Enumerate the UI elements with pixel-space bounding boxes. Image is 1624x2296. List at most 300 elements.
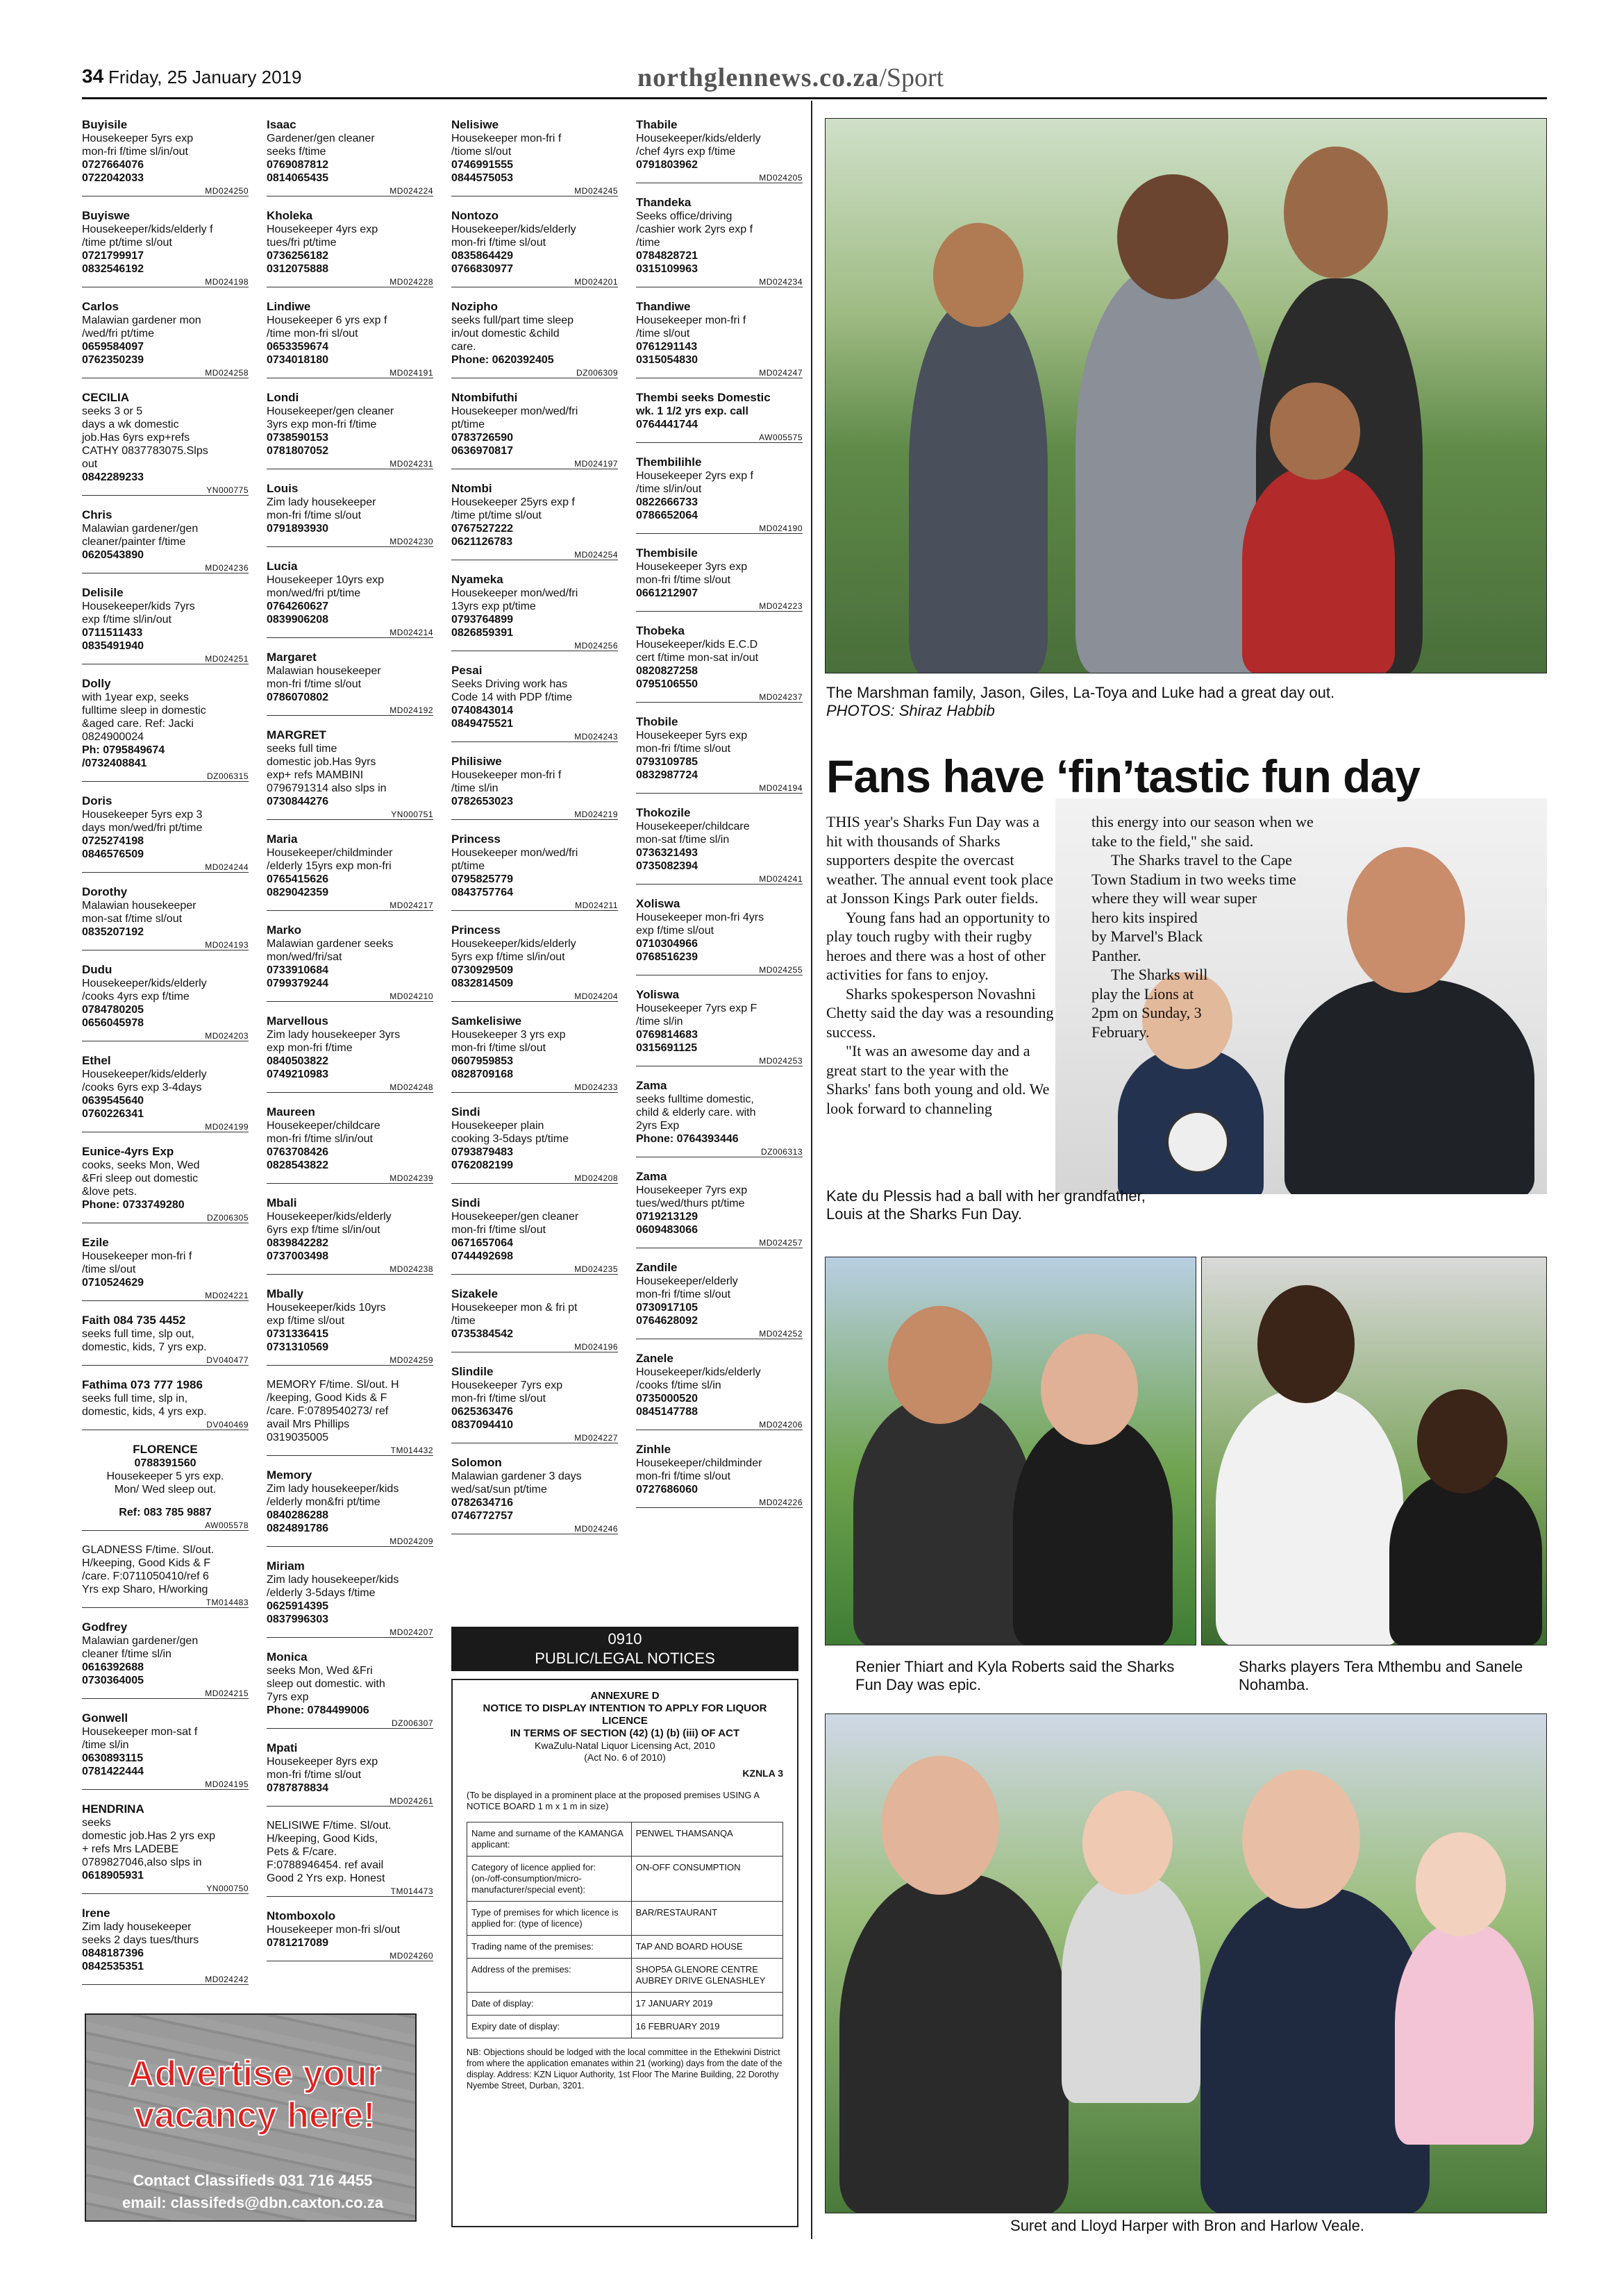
ad-phone: 0781217089 bbox=[267, 1937, 328, 1949]
ad-phone: 0843757764 bbox=[451, 887, 513, 898]
ad-phone: 0829042359 bbox=[267, 887, 328, 898]
ad-ref: MD024196 bbox=[574, 1342, 618, 1352]
ad-desc: 6yrs exp f/time sl/in/out bbox=[267, 1224, 380, 1236]
ad-phone: 0764260627 bbox=[267, 601, 328, 612]
notice-label: Expiry date of display: bbox=[467, 2016, 632, 2038]
ad-desc: Housekeeper 5yrs exp bbox=[636, 730, 748, 741]
ad-desc: Zim lady housekeeper/kids bbox=[267, 1483, 399, 1495]
classified-ad bbox=[82, 963, 249, 1041]
ad-ref: DV040477 bbox=[206, 1355, 249, 1365]
ad-name: Monica bbox=[267, 1650, 308, 1664]
ad-ref: MD024219 bbox=[574, 810, 618, 819]
ad-ref: DZ006309 bbox=[576, 368, 618, 378]
ad-ref: MD024235 bbox=[574, 1264, 618, 1274]
ad-ref: MD024238 bbox=[390, 1264, 433, 1274]
ad-desc: Housekeeper mon-fri 4yrs bbox=[636, 912, 764, 923]
ad-name: Nelisiwe bbox=[451, 118, 499, 131]
classified-ad bbox=[636, 806, 803, 885]
face bbox=[1284, 146, 1388, 278]
ad-phone: 0671657064 bbox=[451, 1237, 513, 1249]
ad-desc: seeks full/part time sleep bbox=[451, 315, 574, 326]
ad-phone: 0737003498 bbox=[267, 1250, 328, 1262]
notice-label: Date of display: bbox=[467, 1993, 632, 2016]
classified-ad bbox=[451, 391, 618, 469]
ad-phone: 0760226341 bbox=[82, 1108, 144, 1120]
ad-desc: Housekeeper mon-fri f bbox=[82, 1250, 192, 1262]
classified-ad bbox=[267, 1014, 433, 1093]
ad-phone: 0620543890 bbox=[82, 549, 144, 561]
ad-phone: 0735384542 bbox=[451, 1328, 513, 1340]
classified-ad bbox=[636, 118, 803, 183]
ad-desc: /elderly mon&fri pt/time bbox=[267, 1496, 380, 1508]
face bbox=[1416, 1832, 1506, 1936]
ad-phone: 0740843014 bbox=[451, 705, 513, 717]
notice-value: BAR/RESTAURANT bbox=[631, 1902, 782, 1936]
ad-desc: 0319035005 bbox=[267, 1432, 328, 1443]
face bbox=[1117, 174, 1228, 299]
ad-phone: 0769087812 bbox=[267, 159, 328, 171]
ad-desc: wed/sat/sun pt/time bbox=[451, 1484, 547, 1495]
ad-name: Doris bbox=[82, 794, 112, 807]
classifieds-column-2 bbox=[267, 118, 433, 1974]
ad-name: Maureen bbox=[267, 1105, 315, 1118]
ad-ref: MD024214 bbox=[390, 628, 433, 637]
ad-phone: 0722042033 bbox=[82, 172, 144, 184]
ad-phone: 0764441744 bbox=[636, 419, 698, 430]
ad-desc: in/out domestic &child bbox=[451, 328, 560, 340]
ad-desc: mon/wed/fri pt/time bbox=[267, 587, 361, 599]
ad-desc: mon-fri f/time sl/out bbox=[451, 1224, 546, 1236]
ad-phone: wk. 1 1/2 yrs exp. call bbox=[636, 405, 748, 417]
ad-desc: /chef 4yrs exp f/time bbox=[636, 146, 736, 158]
notices-title: PUBLIC/LEGAL NOTICES bbox=[535, 1650, 715, 1667]
ad-ref: MD024236 bbox=[205, 563, 249, 573]
ad-desc: Malawian gardener/gen bbox=[82, 1635, 199, 1647]
ad-desc: Housekeeper/kids/elderly bbox=[82, 1069, 207, 1080]
classified-ad bbox=[82, 118, 249, 196]
ad-desc: Housekeeper mon/wed/fri bbox=[451, 847, 578, 859]
ad-phone: 0765415626 bbox=[267, 873, 328, 885]
figure bbox=[1013, 1417, 1173, 1645]
ad-desc: seeks fulltime domestic, bbox=[636, 1093, 754, 1105]
ad-desc: H/keeping, Good Kids, bbox=[267, 1833, 378, 1845]
article-headline: Fans have ‘fin’tastic fun day bbox=[826, 751, 1420, 802]
face bbox=[1417, 1389, 1507, 1493]
ad-ref: MD024199 bbox=[205, 1122, 249, 1132]
ad-phone: 0725274198 bbox=[82, 835, 144, 847]
ad-desc: seeks full time bbox=[267, 743, 337, 755]
ad-phone: /0732408841 bbox=[82, 757, 147, 769]
ad-desc: Malawian gardener/gen bbox=[82, 523, 199, 535]
ad-name: Dudu bbox=[82, 963, 112, 976]
ad-phone: 0766830977 bbox=[451, 263, 513, 275]
ad-ref: MD024223 bbox=[759, 601, 803, 611]
ad-phone: Phone: 0733749280 bbox=[82, 1199, 185, 1211]
ad-ref: MD024206 bbox=[759, 1420, 803, 1430]
classified-ad bbox=[82, 794, 249, 873]
ad-phone: 0659584097 bbox=[82, 341, 144, 353]
ad-phone: 0782653023 bbox=[451, 796, 513, 807]
classified-ad bbox=[267, 832, 433, 911]
ad-name: Philisiwe bbox=[451, 755, 502, 768]
ad-phone: 0791803962 bbox=[636, 159, 698, 171]
ad-name: Marko bbox=[267, 923, 302, 937]
ad-phone: 0787878834 bbox=[267, 1782, 328, 1794]
advert-line-1: Advertise your bbox=[128, 2054, 382, 2094]
ad-name: Ntombifuthi bbox=[451, 391, 518, 404]
ad-ref-line: Ref: 083 785 9887 bbox=[119, 1507, 212, 1518]
ad-ref: MD024208 bbox=[574, 1173, 618, 1183]
figure bbox=[1389, 1473, 1542, 1645]
ad-desc: Zim lady housekeeper bbox=[267, 496, 376, 508]
classified-ad bbox=[82, 300, 249, 378]
ad-desc: Code 14 with PDP f/time bbox=[451, 692, 573, 703]
classified-ad bbox=[267, 482, 433, 547]
ad-name: Mbali bbox=[267, 1196, 297, 1209]
ad-phone: 0735082394 bbox=[636, 860, 698, 872]
ad-desc: pt/time bbox=[451, 419, 485, 430]
ad-ref: MD024226 bbox=[759, 1498, 803, 1507]
ad-phone: 0719213129 bbox=[636, 1211, 698, 1223]
ad-ref: MD024250 bbox=[205, 186, 249, 196]
ad-ref: MD024215 bbox=[205, 1689, 249, 1698]
classified-ad bbox=[82, 885, 249, 950]
ad-name: Thandeka bbox=[636, 196, 692, 209]
classified-ad bbox=[82, 1907, 249, 1985]
ad-phone: 0621126783 bbox=[451, 536, 513, 548]
classified-ad bbox=[82, 586, 249, 664]
figure bbox=[853, 1396, 1034, 1645]
notice-label: Trading name of the premises: bbox=[467, 1936, 632, 1959]
ad-phone: 0636970817 bbox=[451, 445, 513, 457]
face bbox=[1257, 1285, 1355, 1403]
ad-name: Nyameka bbox=[451, 573, 503, 586]
ad-name: Thabile bbox=[636, 118, 678, 131]
ad-name: Buyiswe bbox=[82, 209, 130, 222]
classifieds-column-4 bbox=[636, 118, 803, 1520]
advert-contact: Contact Classifieds 031 716 4455 bbox=[133, 2172, 373, 2189]
ad-ref: MD024230 bbox=[390, 537, 433, 546]
notice-title-1: NOTICE TO DISPLAY INTENTION TO APPLY FOR LIQUOR LICENCE bbox=[483, 1702, 767, 1727]
ad-phone: 0820827258 bbox=[636, 665, 698, 677]
notice-nb: NB: Objections should be lodged with the local committee in the Ethekwini District from where the application emanates within 21 (working) days from the date of the display. Address: KZN Liquor Authority, 1st Floor The Marine Building, 22 Dorothy Nyembe Street, Durban, 3201. bbox=[467, 2047, 782, 2090]
article-paragraph: Young fans had an opportunity to play touch rugby with their rugby heroes and there was a host of other activities for fans to enjoy. bbox=[826, 908, 1050, 983]
ad-name: Mpati bbox=[267, 1741, 298, 1754]
ad-name: Nontozo bbox=[451, 209, 499, 222]
classified-ad bbox=[267, 728, 433, 820]
ad-desc: Housekeeper 25yrs exp f bbox=[451, 496, 575, 508]
ad-desc: Housekeeper 3 yrs exp bbox=[451, 1029, 566, 1041]
ad-desc: /time sl/out bbox=[636, 328, 690, 340]
notice-row bbox=[467, 1993, 783, 2016]
ad-ref: MD024251 bbox=[205, 654, 249, 664]
ad-ref: MD024245 bbox=[574, 186, 618, 196]
classified-ad bbox=[267, 300, 433, 378]
ad-name: Solomon bbox=[451, 1456, 502, 1469]
classified-ad bbox=[636, 897, 803, 975]
ad-desc: Housekeeper 5 yrs exp. bbox=[106, 1470, 224, 1482]
article-paragraph: "It was an awesome day and a great start to the year with the Sharks' fans both young and old. We look forward to channeling bbox=[826, 1042, 1050, 1117]
classified-ad bbox=[636, 1261, 803, 1339]
face bbox=[888, 1306, 992, 1424]
ad-desc: cert f/time mon-sat in/out bbox=[636, 652, 759, 664]
figure bbox=[839, 1874, 1069, 2213]
ad-desc: mon-fri f/time sl/out bbox=[267, 678, 362, 690]
ad-ref: TM014432 bbox=[390, 1446, 433, 1455]
ad-ref: MD024210 bbox=[390, 991, 433, 1001]
notice-row bbox=[467, 2016, 783, 2038]
site-name: northglennews.co.za bbox=[637, 63, 880, 92]
ad-name: Londi bbox=[267, 391, 299, 404]
ad-ref: MD024237 bbox=[759, 692, 803, 702]
ad-desc: Housekeeper 6 yrs exp f bbox=[267, 315, 387, 326]
ad-desc: mon-fri f/time sl/out bbox=[451, 1393, 546, 1405]
ad-phone: 0710304966 bbox=[636, 938, 698, 950]
ad-desc: MEMORY F/time. Sl/out. H bbox=[267, 1379, 399, 1391]
ad-phone: 0786652064 bbox=[636, 510, 698, 521]
ad-phone: 0730364005 bbox=[82, 1675, 144, 1686]
ad-name: Thobeka bbox=[636, 624, 685, 637]
masthead bbox=[637, 62, 944, 93]
classified-ad bbox=[636, 1170, 803, 1248]
ad-phone: 0842289233 bbox=[82, 471, 144, 483]
ad-desc: Housekeeper 5yrs exp bbox=[82, 133, 194, 144]
ad-desc: Seeks Driving work has bbox=[451, 678, 568, 690]
ad-desc: out bbox=[82, 458, 98, 470]
ad-ref: MD024194 bbox=[759, 783, 803, 793]
ad-phone: 0653359674 bbox=[267, 341, 328, 353]
ad-name: Yoliswa bbox=[636, 988, 680, 1001]
ad-desc: Housekeeper/childcare bbox=[267, 1120, 380, 1132]
ad-ref: AW005578 bbox=[205, 1520, 249, 1530]
ad-phone: 0625363476 bbox=[451, 1406, 513, 1418]
ad-phone: 0846576509 bbox=[82, 848, 144, 860]
ad-desc: Seeks office/driving bbox=[636, 210, 733, 222]
ad-ref: MD024221 bbox=[205, 1291, 249, 1300]
ad-phone: 0788391560 bbox=[134, 1457, 196, 1469]
ad-desc: Housekeeper 4yrs exp bbox=[267, 224, 378, 235]
ad-desc: /cooks 4yrs exp f/time bbox=[82, 991, 190, 1003]
ad-ref: MD024205 bbox=[759, 173, 803, 183]
ad-desc: with 1year exp, seeks bbox=[82, 692, 189, 703]
classified-ad bbox=[267, 1819, 433, 1897]
classified-ad bbox=[636, 988, 803, 1066]
ad-name: Eunice-4yrs Exp bbox=[82, 1145, 174, 1158]
notice-value: TAP AND BOARD HOUSE bbox=[631, 1936, 782, 1959]
ad-phone: 0795825779 bbox=[451, 873, 513, 885]
notice-table bbox=[467, 1822, 783, 2038]
ad-ref: MD024191 bbox=[390, 368, 433, 378]
vacancy-advert bbox=[85, 2013, 417, 2222]
ad-desc: cooks, seeks Mon, Wed bbox=[82, 1159, 200, 1171]
ad-ref: DZ006307 bbox=[391, 1718, 433, 1728]
ad-desc: /time sl/in/out bbox=[636, 483, 702, 495]
ad-desc: Housekeeper/childminder bbox=[636, 1457, 762, 1469]
ad-name: Miriam bbox=[267, 1559, 305, 1573]
ad-desc: F:0788946454. ref avail bbox=[267, 1859, 384, 1871]
ad-ref: MD024254 bbox=[574, 550, 618, 560]
ad-phone: 0735000520 bbox=[636, 1393, 698, 1405]
ad-phone: 0630893115 bbox=[82, 1752, 144, 1764]
ad-phone: 0618905931 bbox=[82, 1870, 144, 1882]
ad-desc: /time sl/out bbox=[82, 1264, 136, 1275]
classified-ad bbox=[267, 1378, 433, 1456]
notice-row bbox=[467, 1857, 783, 1902]
ad-name: Princess bbox=[451, 923, 501, 937]
ad-ref: MD024244 bbox=[205, 862, 249, 872]
ad-desc: Housekeeper mon/wed/fri bbox=[451, 405, 578, 417]
ad-name: Fathima 073 777 1986 bbox=[82, 1378, 203, 1391]
ad-desc: mon-fri f/time sl/out bbox=[636, 1289, 731, 1300]
ad-phone: 0763708426 bbox=[267, 1146, 328, 1158]
ad-name: MARGRET bbox=[267, 728, 326, 741]
ad-phone: 0839842282 bbox=[267, 1237, 328, 1249]
ad-phone: 0799379244 bbox=[267, 978, 328, 989]
ad-ref: MD024207 bbox=[390, 1627, 433, 1637]
ad-phone: 0731336415 bbox=[267, 1328, 328, 1340]
ad-ref: MD024248 bbox=[390, 1082, 433, 1092]
notice-row bbox=[467, 1936, 783, 1959]
ad-desc: /wed/fri pt/time bbox=[82, 328, 155, 340]
classifieds-list-3 bbox=[451, 118, 618, 1534]
ad-phone: 0768516239 bbox=[636, 951, 698, 963]
classifieds-list-1 bbox=[82, 118, 249, 1430]
ad-name: Irene bbox=[82, 1907, 110, 1920]
ad-desc: Housekeeper mon-fri sl/out bbox=[267, 1924, 401, 1936]
ad-desc: 13yrs exp pt/time bbox=[451, 601, 536, 612]
ad-desc: child & elderly care. with bbox=[636, 1107, 756, 1118]
ad-desc: Housekeeper/kids/elderly bbox=[267, 1211, 392, 1223]
ad-desc: Housekeeper/gen cleaner bbox=[451, 1211, 579, 1223]
ad-ref: YN000775 bbox=[206, 485, 249, 495]
advert-email: email: classifeds@dbn.caxton.co.za bbox=[122, 2194, 384, 2211]
classified-ad bbox=[636, 455, 803, 534]
ad-ref: DZ006315 bbox=[206, 771, 249, 781]
ad-desc: Yrs exp Sharo, H/working bbox=[82, 1584, 208, 1595]
ad-ref: MD024243 bbox=[574, 732, 618, 741]
ad-phone: 0731310569 bbox=[267, 1341, 328, 1353]
ad-desc: /cooks f/time sl/in bbox=[636, 1380, 721, 1391]
page-date: Friday, 25 January 2019 bbox=[108, 67, 302, 87]
ad-desc: Mon/ Wed sleep out. bbox=[114, 1484, 217, 1495]
classified-ad bbox=[267, 209, 433, 287]
caption-harper: Suret and Lloyd Harper with Bron and Harlow Veale. bbox=[1010, 2217, 1364, 2234]
ad-desc: 0789827046,also slps in bbox=[82, 1857, 202, 1868]
figure bbox=[1216, 1389, 1403, 1645]
ad-desc: &aged care. Ref: Jacki bbox=[82, 718, 194, 730]
ad-desc: mon-fri f/time sl/out bbox=[636, 574, 731, 586]
article-paragraph: Sharks spokesperson Novashni Chetty said the day was a resounding success. bbox=[826, 984, 1054, 1041]
ad-desc: Zim lady housekeeper bbox=[82, 1921, 192, 1933]
classified-ad bbox=[82, 1236, 249, 1301]
article-paragraph: hero kits inspired by Marvel's Black Panther. bbox=[1091, 908, 1203, 964]
classifieds-column-1 bbox=[82, 118, 249, 1997]
ad-desc: /time bbox=[636, 237, 660, 249]
ad-desc: Housekeeper/kids/elderly bbox=[636, 1366, 761, 1378]
ad-desc: /time sl/in bbox=[451, 782, 499, 794]
ad-desc: domestic, kids, 7 yrs exp. bbox=[82, 1341, 207, 1353]
ad-phone: 0849475521 bbox=[451, 718, 513, 730]
ad-phone: 0749210983 bbox=[267, 1069, 328, 1080]
ad-desc: Malawian gardener 3 days bbox=[451, 1470, 582, 1482]
ad-phone: 0837996303 bbox=[267, 1614, 328, 1625]
classified-ad bbox=[267, 1468, 433, 1547]
ad-desc: Housekeeper 7yrs exp bbox=[636, 1184, 748, 1196]
ad-ref: MD024253 bbox=[759, 1056, 803, 1066]
ad-desc: Housekeeper mon-sat f bbox=[82, 1726, 198, 1738]
ad-phone: 0839906208 bbox=[267, 614, 328, 626]
ad-name: Thokozile bbox=[636, 806, 691, 819]
caption-marshman bbox=[826, 684, 1521, 720]
ad-desc: Housekeeper/kids/elderly bbox=[451, 224, 576, 235]
face bbox=[933, 223, 1023, 327]
ad-phone: 0734018180 bbox=[267, 354, 328, 366]
ad-phone: Phone: 0784499006 bbox=[267, 1704, 369, 1716]
ad-desc: + refs Mrs LADEBE bbox=[82, 1843, 179, 1855]
classified-ad bbox=[82, 391, 249, 496]
ad-name: Samkelisiwe bbox=[451, 1014, 522, 1028]
caption-kate: Kate du Plessis had a ball with her grandfather, Louis at the Sharks Fun Day. bbox=[826, 1187, 1146, 1223]
florence-ad bbox=[82, 1443, 249, 1531]
ad-name: Ethel bbox=[82, 1054, 111, 1067]
ad-desc: Pets & F/care. bbox=[267, 1846, 337, 1858]
ad-phone: 0767527222 bbox=[451, 523, 513, 535]
face bbox=[1041, 1334, 1138, 1445]
ad-desc: Housekeeper 3yrs exp bbox=[636, 561, 748, 573]
ad-ref: TM014483 bbox=[206, 1598, 249, 1607]
classified-ad bbox=[82, 1802, 249, 1894]
classified-ad bbox=[451, 209, 618, 287]
ad-desc: Housekeeper mon-fri f bbox=[451, 769, 562, 781]
ad-name: Dolly bbox=[82, 677, 111, 690]
classified-ad bbox=[636, 1352, 803, 1430]
classifieds-list-1b bbox=[82, 1543, 249, 1985]
ad-name: Thandiwe bbox=[636, 300, 691, 313]
ad-ref: MD024224 bbox=[390, 186, 433, 196]
notice-code: KZNLA 3 bbox=[742, 1768, 783, 1779]
classified-ad bbox=[636, 1443, 803, 1508]
ad-desc: Housekeeper/kids/elderly bbox=[636, 133, 761, 144]
notice-act-no: (Act No. 6 of 2010) bbox=[584, 1752, 666, 1763]
ad-desc: seeks Mon, Wed &Fri bbox=[267, 1665, 373, 1677]
ad-name: Gonwell bbox=[82, 1711, 128, 1725]
ad-phone: 0730917105 bbox=[636, 1302, 698, 1314]
photo-sharks-players bbox=[1201, 1257, 1547, 1645]
ad-name: Sizakele bbox=[451, 1287, 499, 1300]
ad-ref: YN000751 bbox=[391, 810, 433, 819]
ad-name: Thobile bbox=[636, 715, 678, 728]
ad-ref: YN000750 bbox=[206, 1884, 249, 1893]
ad-phone: 0832546192 bbox=[82, 263, 144, 275]
classified-ad bbox=[451, 755, 618, 820]
ad-phone: 0639545640 bbox=[82, 1095, 144, 1107]
ad-phone: 0607959853 bbox=[451, 1055, 513, 1067]
ad-name: Delisile bbox=[82, 586, 124, 599]
ad-phone: 0835491940 bbox=[82, 640, 144, 652]
ad-desc: days mon/wed/fri pt/time bbox=[82, 822, 203, 834]
ad-desc: /tiome sl/out bbox=[451, 146, 512, 158]
ad-phone: 0835207192 bbox=[82, 926, 144, 938]
face bbox=[1242, 1770, 1360, 1909]
classified-ad bbox=[636, 546, 803, 612]
ad-ref: MD024252 bbox=[759, 1329, 803, 1339]
photo-renier-and-kyla bbox=[825, 1257, 1196, 1645]
ad-phone: 0762350239 bbox=[82, 354, 144, 366]
notice-value: 17 JANUARY 2019 bbox=[631, 1993, 782, 2016]
classified-ad bbox=[267, 651, 433, 716]
classified-ad bbox=[636, 624, 803, 703]
ad-phone: 0721799917 bbox=[82, 250, 144, 262]
